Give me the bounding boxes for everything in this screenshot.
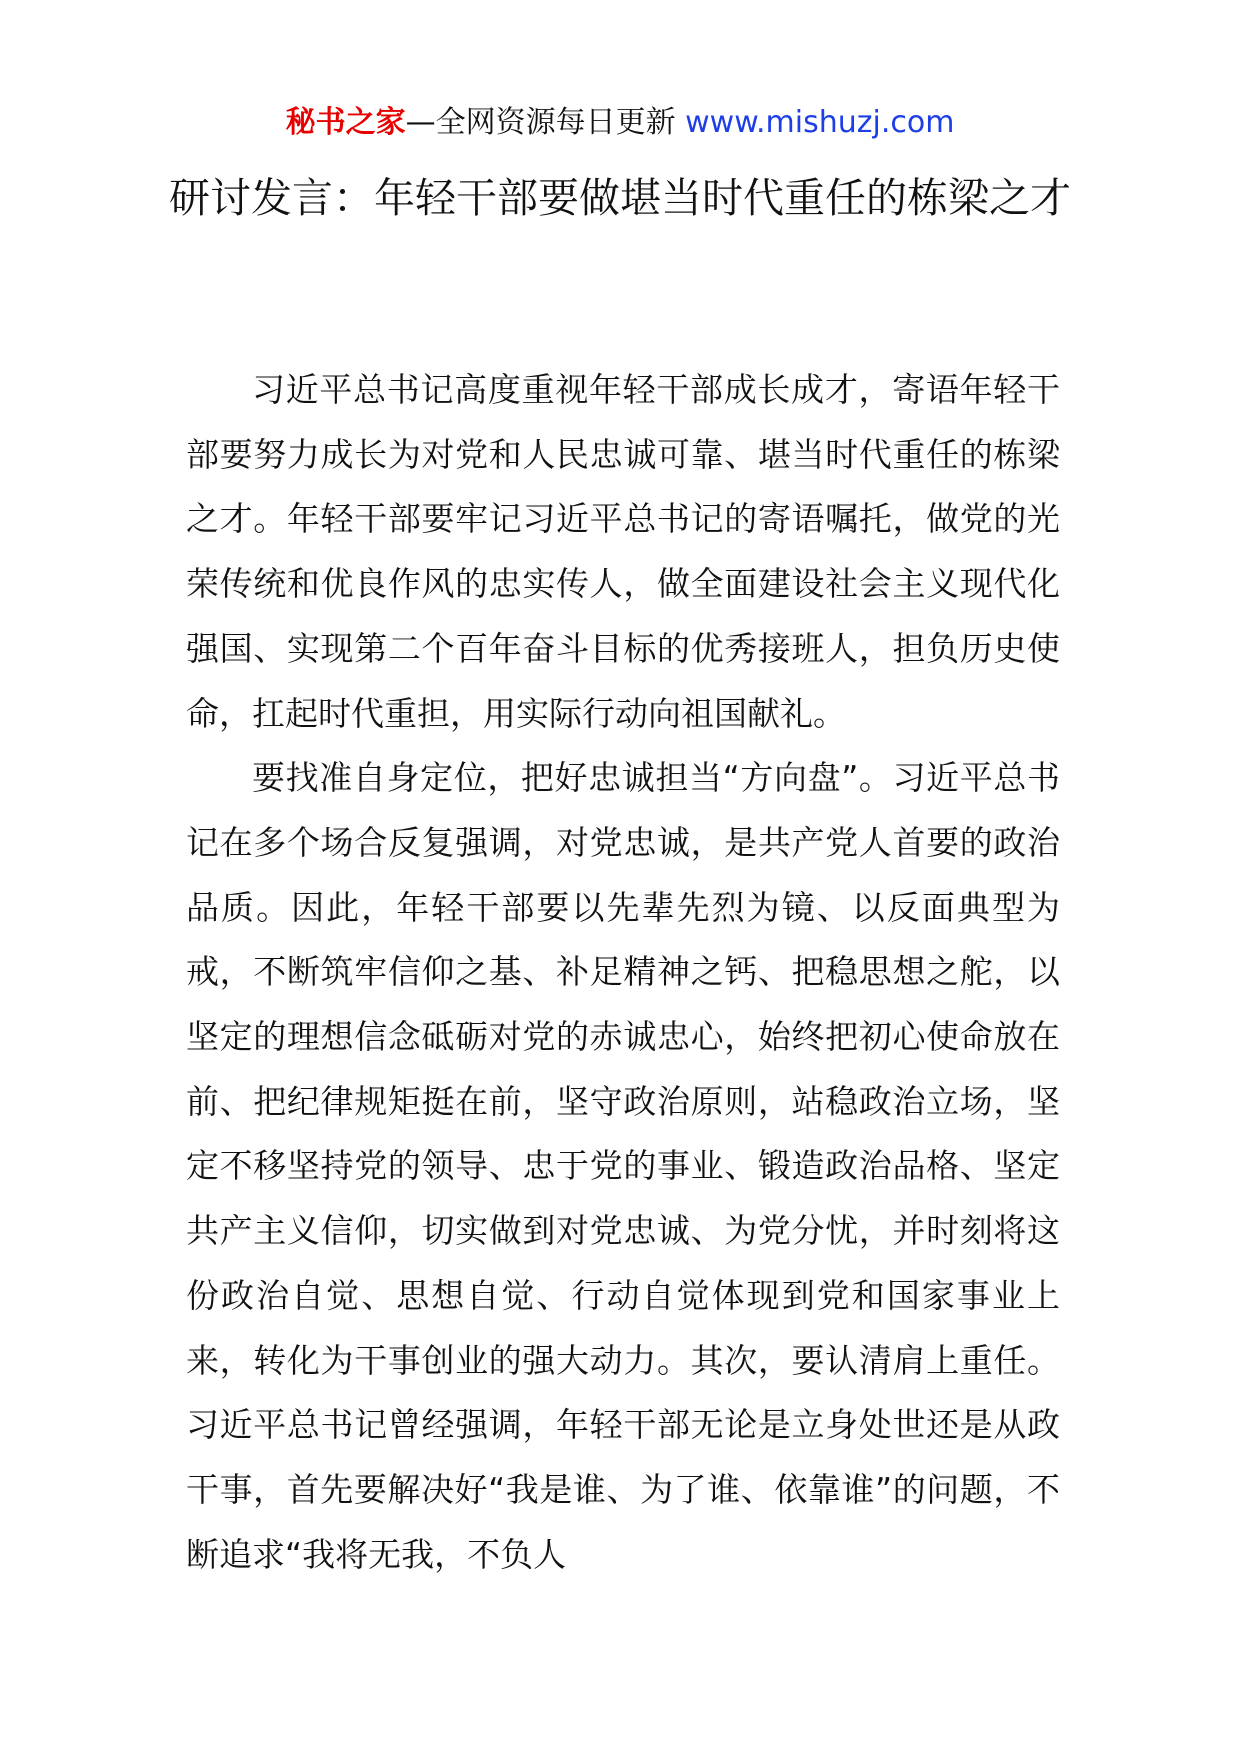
document-title: 研讨发言：年轻干部要做堪当时代重任的栋梁之才 <box>169 174 1071 222</box>
site-tagline: —全网资源每日更新 <box>405 105 686 140</box>
paragraph-2: 要找准自身定位，把好忠诚担当“方向盘”。习近平总书记在多个场合反复强调，对党忠诚，是共产党人首要的政治品质。因此，年轻干部要以先辈先烈为镜、以反面典型为戒，不断筑牢信仰之基、补足精神之钙、把稳思想之舵，以坚定的理想信念砥砺对党的赤诚忠心，始终把初心使命放在前、把纪律规矩挺在前，坚守政治原则，站稳政治立场，坚定不移坚持党的领导、忠于党的事业、锻造政治品格、坚定共产主义信仰，切实做到对党忠诚、为党分忧，并时刻将这份政治自觉、思想自觉、行动自觉体现到党和国家事业上来，转化为干事创业的强大动力。其次，要认清肩上重任。习近平总书记曾经强调，年轻干部无论是立身处世还是从政干事，首先要解决好“我是谁、为了谁、依靠谁”的问题，不断追求“我将无我，不负人 <box>186 758 1060 1574</box>
document-body <box>186 358 1060 1587</box>
site-url-link[interactable]: www.mishuzj.com <box>685 105 955 140</box>
site-brand: 秘书之家 <box>285 105 406 140</box>
site-header <box>0 100 1240 146</box>
paragraph-1: 习近平总书记高度重视年轻干部成长成才，寄语年轻干部要努力成长为对党和人民忠诚可靠、堪当时代重任的栋梁之才。年轻干部要牢记习近平总书记的寄语嘱托，做党的光荣传统和优良作风的忠实传人，做全面建设社会主义现代化强国、实现第二个百年奋斗目标的优秀接班人，担负历史使命，扛起时代重担，用实际行动向祖国献礼。 <box>186 370 1060 733</box>
